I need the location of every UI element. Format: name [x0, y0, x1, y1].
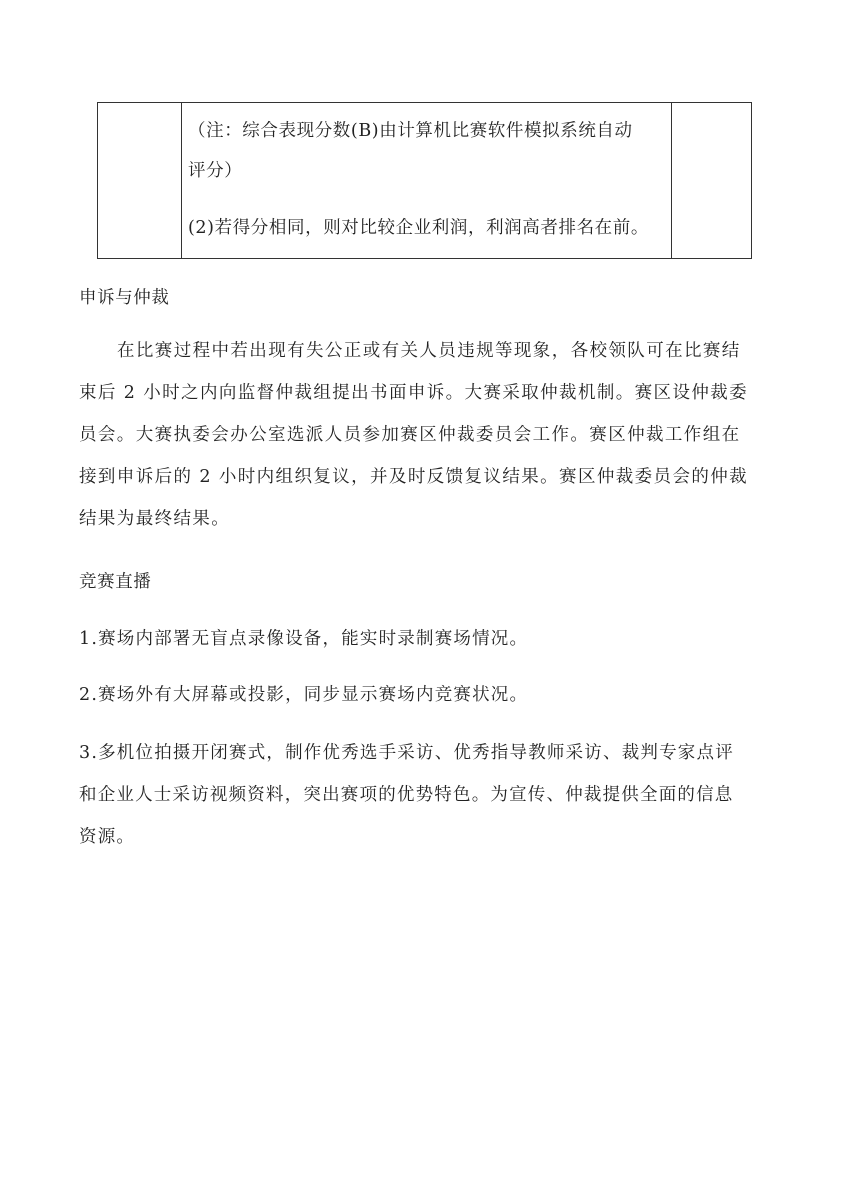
- appeal-paragraph-line: 束后 2 小时之内向监督仲裁组提出书面申诉。大赛采取仲裁机制。赛区设仲裁委: [79, 383, 749, 403]
- table-note-line-2: 评分）: [188, 161, 243, 181]
- live-item-3-line: 资源。: [79, 827, 136, 847]
- live-item-2: 2.赛场外有大屏幕或投影，同步显示赛场内竞赛状况。: [79, 685, 529, 705]
- appeal-heading: 申诉与仲裁: [79, 288, 170, 308]
- live-heading: 竞赛直播: [79, 572, 152, 592]
- table-note-line-1: （注：综合表现分数(B)由计算机比赛软件模拟系统自动: [188, 121, 633, 141]
- live-item-3-line: 和企业人士采访视频资料，突出赛项的优势特色。为宣传、仲裁提供全面的信息: [79, 785, 734, 805]
- appeal-paragraph-line: 结果为最终结果。: [79, 509, 231, 529]
- appeal-paragraph-line: 在比赛过程中若出现有失公正或有关人员违规等现象，各校领队可在比赛结: [117, 341, 741, 361]
- appeal-paragraph-line: 接到申诉后的 2 小时内组织复议，并及时反馈复议结果。赛区仲裁委员会的仲裁: [79, 467, 749, 487]
- live-item-1: 1.赛场内部署无盲点录像设备，能实时录制赛场情况。: [79, 629, 529, 649]
- scoring-table: [97, 102, 752, 259]
- live-item-3-line: 3.多机位拍摄开闭赛式，制作优秀选手采访、优秀指导教师采访、裁判专家点评: [79, 743, 734, 763]
- appeal-paragraph-line: 员会。大赛执委会办公室选派人员参加赛区仲裁委员会工作。赛区仲裁工作组在: [79, 425, 741, 445]
- table-divider-left: [181, 103, 182, 258]
- table-rule-line: (2)若得分相同，则对比较企业利润，利润高者排名在前。: [188, 218, 649, 238]
